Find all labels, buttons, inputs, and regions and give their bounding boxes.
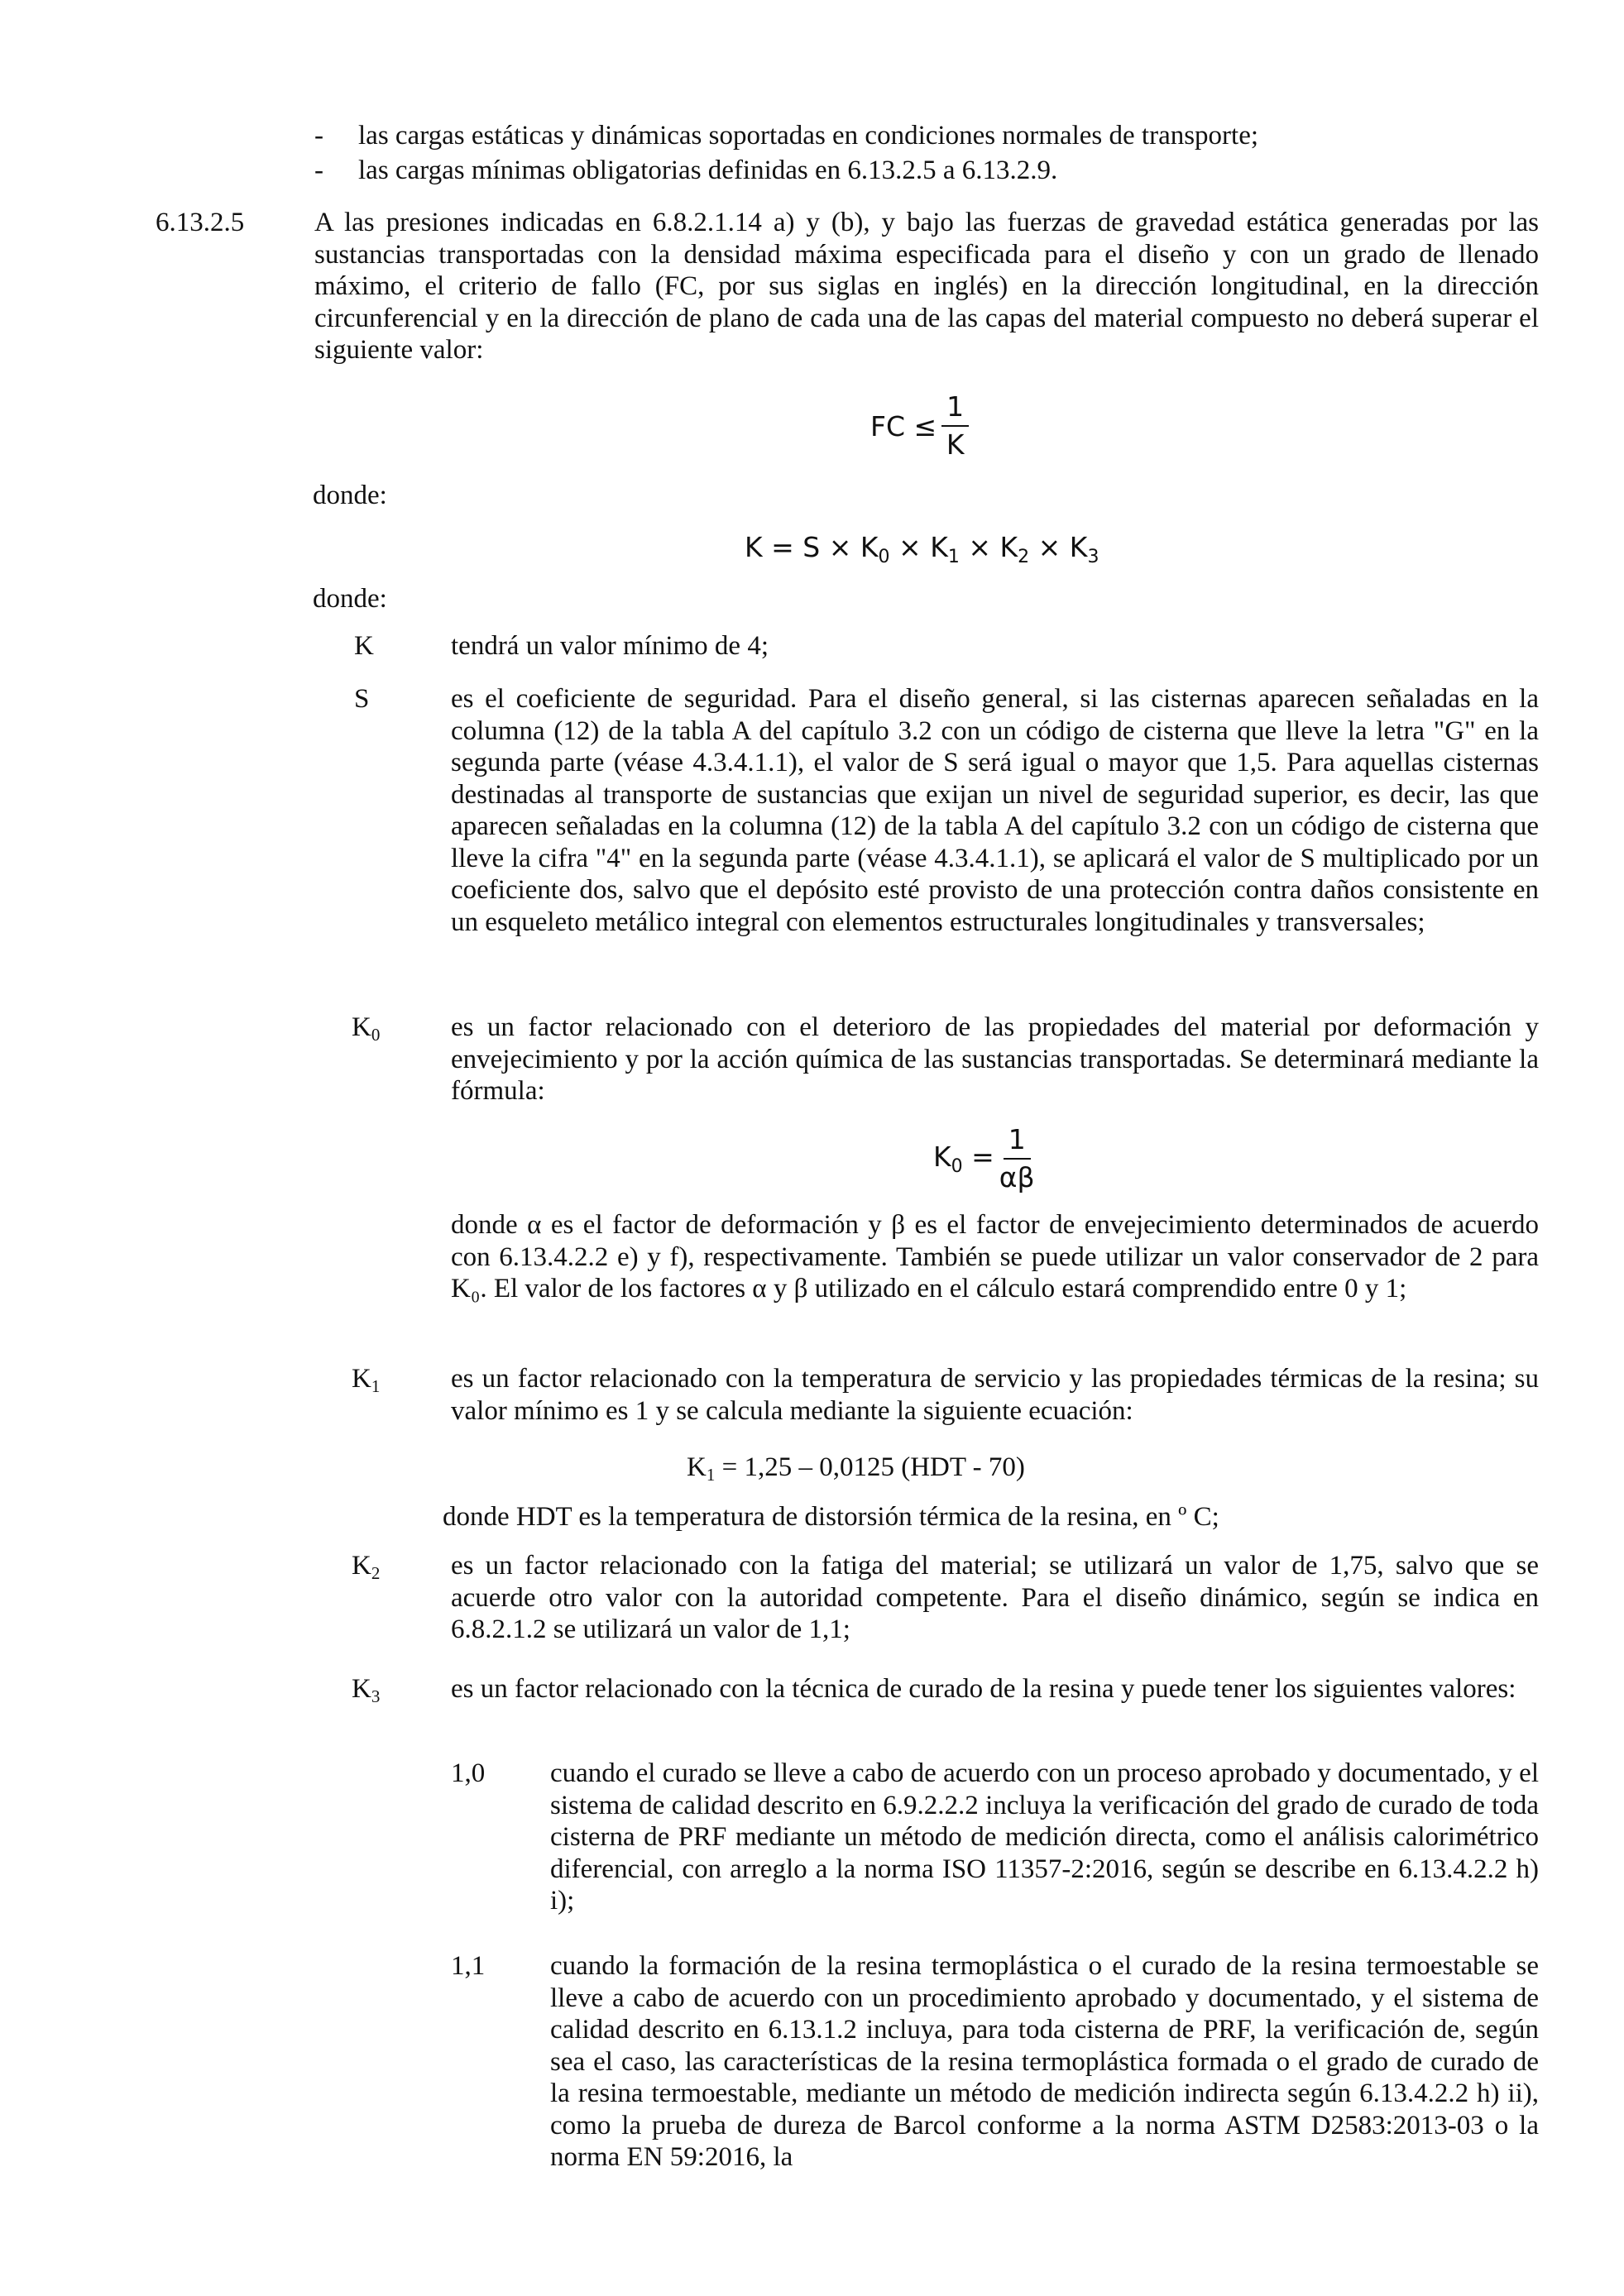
formula-k2: $K_2$ (999, 531, 1030, 567)
definition-text-k: tendrá un valor mínimo de 4; (451, 631, 769, 661)
times-sign: × (968, 531, 991, 563)
equation-k1: K1 = 1,25 – 0,0125 (HDT - 70) (687, 1452, 1025, 1485)
definition-symbol-k3: K3 (352, 1674, 381, 1706)
formula-k0-lhs: $K_0$ = (933, 1141, 994, 1177)
fraction-denominator: K (946, 428, 965, 461)
formula-s: S (802, 531, 821, 563)
definition-text-k0: es un factor relacionado con el deterioro de las propiedades del material por deformación y envejecimiento y por la acción química de las sustancias transportadas. Se determinará mediante la fórmula: (451, 1012, 1539, 1106)
definition-note-k1: donde HDT es la temperatura de distorsión térmica de la resina, en º C; (443, 1502, 1219, 1532)
formula-k0 (933, 1123, 1035, 1194)
definition-text-s: es el coeficiente de seguridad. Para el diseño general, si las cisternas aparecen señaladas en la columna (12) de la tabla A del capítulo 3.2 con un código de cisterna que lleve la letra "G" en la segunda parte (véase 4.3.4.1.1), el valor de S será igual o mayor que 1,5. Para aquellas cisternas destinadas al transporte de sustancias que exijan un nivel de seguridad superior, es decir, las que aparecen señaladas en la columna (12) de la tabla A del capítulo 3.2 con un código de cisterna que lleve la cifra "4" en la segunda parte (véase 4.3.4.1.1), se aplicará el valor de S multiplicado por un coeficiente dos, salvo que el depósito esté provisto de una protección contra daños consistente en un esqueleto metálico integral con elementos estructurales longitudinales y transversales; (451, 684, 1539, 937)
formula-fc (870, 390, 969, 462)
definition-text-k2: es un factor relacionado con la fatiga del material; se utilizará un valor de 1,75, salvo que se acuerde otro valor con la autoridad competente. Para el diseño dinámico, según se indica en 6.8.2.1.2 se utilizará un valor de 1,1; (451, 1551, 1539, 1644)
definition-symbol-s: S (354, 684, 370, 714)
definition-note-k0: donde α es el factor de deformación y β es el factor de envejecimiento determinados de acuerdo con 6.13.4.2.2 e) y f), respectivamente. También se puede utilizar un valor conservador de 2 para K₀. El valor de los factores α y β utilizado en el cálculo estará comprendido entre 0 y 1; (451, 1210, 1539, 1303)
times-sign: × (828, 531, 852, 563)
section-number: 6.13.2.5 (156, 208, 245, 237)
equals-sign: = (771, 531, 794, 563)
bullet-dash: - (314, 155, 323, 185)
bullet-item: las cargas estáticas y dinámicas soportadas en condiciones normales de transporte; (358, 121, 1259, 151)
definition-symbol-k1: K1 (352, 1364, 381, 1396)
k3-value: 1,1 (451, 1951, 486, 1981)
fraction (941, 390, 969, 462)
formula-k-symbol: K (745, 531, 763, 563)
definition-symbol-k2: K2 (352, 1551, 381, 1583)
definition-symbol-k: K (354, 631, 374, 661)
k3-value-text: cuando el curado se lleve a cabo de acuerdo con un proceso aprobado y documentado, y el sistema de calidad descrito en 6.9.2.2.2 incluya la verificación del grado de curado de toda cisterna de PRF mediante un método de medición directa, como el análisis calorimétrico diferencial, con arreglo a la norma ISO 11357-2:2016, según se describe en 6.13.4.2.2 h) i); (550, 1758, 1539, 1916)
definition-symbol-k0: K0 (352, 1012, 381, 1045)
times-sign: × (898, 531, 922, 563)
formula-k (745, 531, 1099, 567)
donde-label: donde: (313, 481, 387, 510)
times-sign: × (1037, 531, 1061, 563)
fraction-denominator: αβ (999, 1161, 1035, 1193)
bullet-dash: - (314, 121, 323, 151)
formula-k3: $K_3$ (1069, 531, 1099, 567)
definition-text-k3: es un factor relacionado con la técnica de curado de la resina y puede tener los siguientes valores: (451, 1674, 1516, 1704)
donde-label: donde: (313, 584, 387, 614)
fraction-numerator: 1 (941, 390, 969, 427)
k3-value: 1,0 (451, 1758, 486, 1788)
fraction (999, 1123, 1035, 1194)
formula-k0: $K_0$ (860, 531, 890, 567)
formula-fc-lhs: FC ≤ (870, 409, 937, 442)
formula-k1: $K_1$ (930, 531, 960, 567)
fraction-numerator: 1 (1004, 1123, 1031, 1160)
section-intro: A las presiones indicadas en 6.8.2.1.14 a) y (b), y bajo las fuerzas de gravedad estática generadas por las sustancias transportadas con la densidad máxima especificada para el diseño y con un grado de llenado máximo, el criterio de fallo (FC, por sus siglas en inglés) en la dirección longitudinal, en la dirección circunferencial y en la dirección de plano de cada una de las capas del material compuesto no deberá superar el siguiente valor: (314, 208, 1539, 365)
definition-text-k1: es un factor relacionado con la temperatura de servicio y las propiedades térmicas de la resina; su valor mínimo es 1 y se calcula mediante la siguiente ecuación: (451, 1364, 1539, 1426)
k3-value-text: cuando la formación de la resina termoplástica o el curado de la resina termoestable se lleve a cabo de acuerdo con un procedimiento aprobado y documentado, y el sistema de calidad descrito en 6.13.1.2 incluya, para toda cisterna de PRF, la verificación de, según sea el caso, las características de la resina termoplástica formada o el grado de curado de la resina termoestable, mediante un método de medición indirecta según 6.13.4.2.2 h) ii), como la prueba de dureza de Barcol conforme a la norma ASTM D2583:2013-03 o la norma EN 59:2016, la (550, 1951, 1539, 2172)
bullet-item: las cargas mínimas obligatorias definidas en 6.13.2.5 a 6.13.2.9. (358, 155, 1058, 185)
